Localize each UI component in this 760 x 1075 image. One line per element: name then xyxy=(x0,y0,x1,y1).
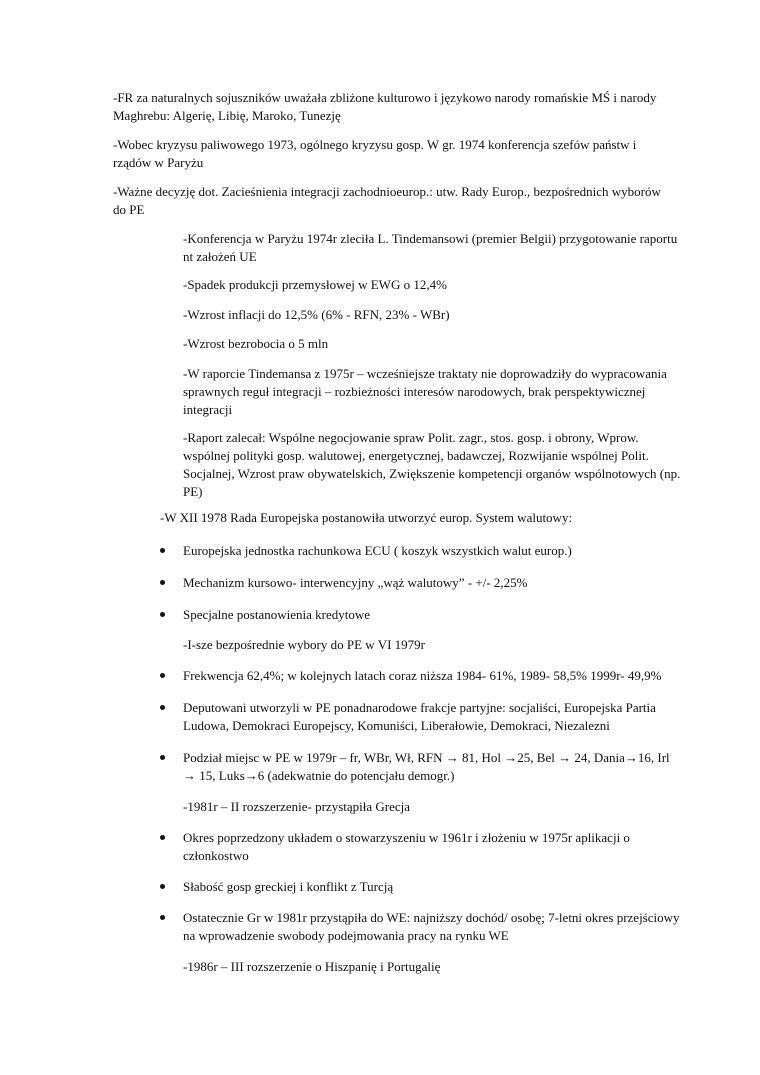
bullet-icon xyxy=(160,755,165,760)
paragraph-tindemans-report: -W raporcie Tindemansa z 1975r – wcześniejsze traktaty nie doprowadziły do wypracowania sprawnych reguł integracji – rozbieżności interesów narodowych, brak perspektywicznej integracji xyxy=(183,366,667,417)
list-item-text: Europejska jednostka rachunkowa ECU ( koszyk wszystkich walut europ.) xyxy=(183,543,572,558)
paragraph-fuel-crisis: -Wobec kryzysu paliwowego 1973, ogólnego kryzysu gosp. W gr. 1974 konferencja szefów państw i rządów w Paryżu xyxy=(113,137,637,170)
paragraph-integration-decisions: -Ważne decyzję dot. Zacieśnienia integracji zachodnioeurop.: utw. Rady Europ., bezpośrednich wyborów do PE xyxy=(113,184,661,217)
section-heading-spain-portugal: -1986r – III rozszerzenie o Hiszpanię i Portugalię xyxy=(183,959,441,974)
paragraph-unemployment: -Wzrost bezrobocia o 5 mln xyxy=(183,336,329,351)
bullet-icon xyxy=(160,705,165,710)
list-item-text: Ostatecznie Gr w 1981r przystąpiła do WE: najniższy dochód/ osobę; 7-letni okres przejściowy na wprowadzenie swobody podejmowania pracy na rynku WE xyxy=(183,910,680,943)
bullet-icon xyxy=(160,580,165,585)
section-heading-greece: -1981r – II rozszerzenie- przystąpiła Grecja xyxy=(183,799,411,814)
paragraph-inflation: -Wzrost inflacji do 12,5% (6% - RFN, 23% - WBr) xyxy=(183,307,450,322)
list-item-text: Mechanizm kursowo- interwencyjny „wąż walutowy” - +/- 2,25% xyxy=(183,575,528,590)
paragraph-fr-allies: -FR za naturalnych sojuszników uważała zbliżone kulturowo i językowo narody romańskie MŚ i narody Maghrebu: Algerię, Libię, Maroko, Tunezję xyxy=(113,90,657,123)
list-item-text: Specjalne postanowienia kredytowe xyxy=(183,607,370,622)
list-item-text: Frekwencja 62,4%; w kolejnych latach coraz niższa 1984- 61%, 1989- 58,5% 1999r- 49,9% xyxy=(183,668,662,683)
bullet-icon xyxy=(160,884,165,889)
list-item-text: Deputowani utworzyli w PE ponadnarodowe frakcje partyjne: socjaliści, Europejska Partia Ludowa, Demokraci Europejscy, Komuniści, Liberałowie, Demokraci, Niezalezni xyxy=(183,700,656,733)
bullet-icon xyxy=(160,915,165,920)
list-item-text: Słabość gosp greckiej i konflikt z Turcją xyxy=(183,879,394,894)
paragraph-paris-conference: -Konferencja w Paryżu 1974r zleciła L. Tindemansowi (premier Belgii) przygotowanie raportu nt założeń UE xyxy=(183,231,678,264)
list-item-text: Okres poprzedzony układem o stowarzyszeniu w 1961r i złożeniu w 1975r aplikacji o członkostwo xyxy=(183,830,630,863)
bullet-icon xyxy=(160,548,165,553)
section-heading-pe-elections: -I-sze bezpośrednie wybory do PE w VI 1979r xyxy=(183,637,426,652)
paragraph-report-recommendations: -Raport zalecał: Wspólne negocjowanie spraw Polit. zagr., stos. gosp. i obrony, Wprow. wspólnej polityki gosp. walutowej, energetycznej, badawczej, Rozwijanie wspólnej Polit. Socjalnej, Wzrost praw obywatelskich, Zwiększenie kompetencji organów wspólnotowych (np. PE) xyxy=(183,430,681,499)
section-heading-ems: -W XII 1978 Rada Europejska postanowiła utworzyć europ. System walutowy: xyxy=(160,510,573,525)
list-item-text: Podział miejsc w PE w 1979r – fr, WBr, Wł, RFN → 81, Hol →25, Bel → 24, Dania→16, Irl → 15, Luks→6 (adekwatnie do potencjału demogr.) xyxy=(183,750,670,783)
bullet-icon xyxy=(160,673,165,678)
bullet-icon xyxy=(160,612,165,617)
bullet-icon xyxy=(160,835,165,840)
paragraph-production-decline: -Spadek produkcji przemysłowej w EWG o 12,4% xyxy=(183,277,447,292)
